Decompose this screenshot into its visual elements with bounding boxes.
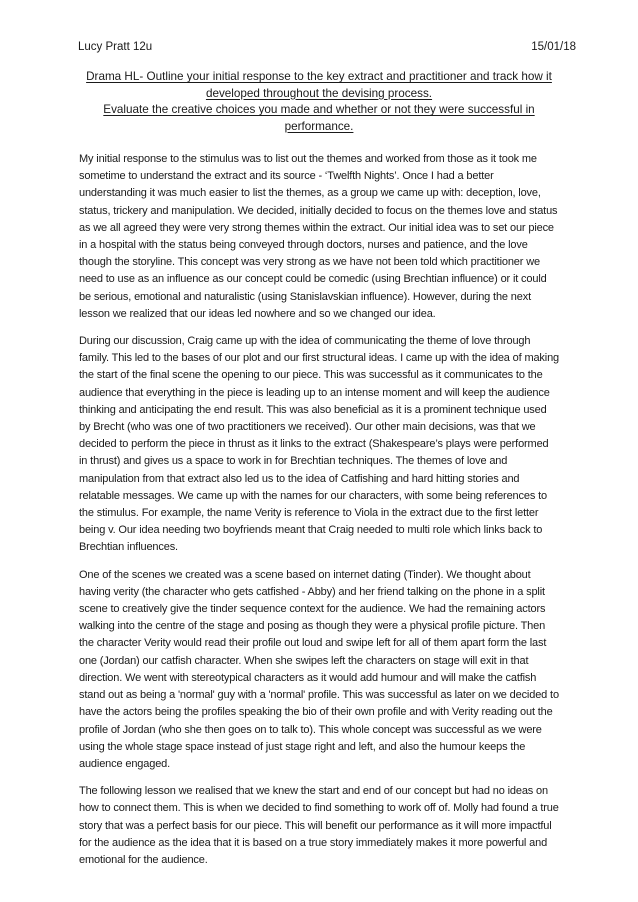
body-paragraph: One of the scenes we created was a scene based on internet dating (Tinder). We thought about having verity (the character who gets catfished - Abby) and her friend talking on the phone in a split scene to creatively give the tinder sequence context for the audience. We had the remaining actors walking into the centre of the stage and posing as though they were a physical profile picture. Then the character Verity would read their profile out loud and swipe left for all of them apart form the last one (Jordan) our catfish character. When she swipes left the characters on stage will exit in that direction. We went with stereotypical characters as it would add humour and will make the catfish stand out as being a 'normal' guy with a 'normal' profile. This was successful as later on we decided to have the actors being the profiles speaking the bio of their own profile and with Verity reading out the profile of Jordan (who she then goes on to talk to). This whole concept was successful as we were using the whole stage space instead of just stage right and left, and also the humour keeps the audience engaged.	[79, 568, 559, 770]
title-line: Drama HL- Outline your initial response to the key extract and practitioner and track how it	[86, 70, 552, 83]
body-paragraph: My initial response to the stimulus was to list out the themes and worked from those as it took me sometime to understand the extract and its source - ‘Twelfth Nights’. Once I had a better understanding it was much easier to list the themes, as a group we came up with: deception, love, status, trickery and manipulation. We decided, initially decided to focus on the themes love and status as we all agreed they were very strong themes within the extract. Our initial idea was to set our piece in a hospital with the status being conveyed through doctors, nurses and patience, and the love though the storyline. This concept was very strong as we have not been told which practitioner we need to use as an influence as our concept could be comedic (using Brechtian influence) or it could be serious, emotional and naturalistic (using Stanislavskian influence). However, during the next lesson we realized that our ideas led nowhere and so we changed our idea.	[79, 153, 558, 320]
title-line: Evaluate the creative choices you made and whether or not they were successful in	[103, 103, 535, 116]
title-line: developed throughout the devising process.	[205, 86, 433, 100]
author-label: Lucy Pratt 12u	[78, 41, 153, 53]
body-paragraph: The following lesson we realised that we knew the start and end of our concept but had no ideas on how to connect them. This is when we decided to find something to work off of. Molly had found a true story that was a perfect basis for our piece. This will benefit our performance as it will more impactful for the audience as the idea that it is based on a true story immediately makes it more powerful and emotional for the audience.	[79, 785, 559, 866]
title-line: performance.	[284, 119, 354, 133]
page-header	[78, 40, 576, 54]
body-paragraph: During our discussion, Craig came up with the idea of communicating the theme of love through family. This led to the bases of our plot and our first structural ideas. I came up with the idea of making the start of the final scene the opening to our piece. This was successful as it communicates to the audience that everything in the piece is leading up to an intense moment and will keep the audience thinking and anticipating the end result. This was also beneficial as it is a prominent technique used by Brecht (who was one of two practitioners we received). Our other main decisions, was that we decided to perform the piece in thrust as it links to the extract (Shakespeare’s plays were performed in thrust) and gives us a space to work in for Brechtian techniques. The themes of love and manipulation from that extract also led us to the idea of Catfishing and hard hitting stories and relatable messages. We came up with the names for our characters, with some being references to the stimulus. For example, the name Verity is reference to Viola in the extract due to the first letter being v. Our idea needing two boyfriends meant that Craig needed to multi role which links back to Brechtian influences.	[79, 335, 560, 554]
document-body	[79, 151, 559, 869]
date-label: 15/01/18	[531, 41, 576, 53]
document-title	[73, 69, 565, 135]
